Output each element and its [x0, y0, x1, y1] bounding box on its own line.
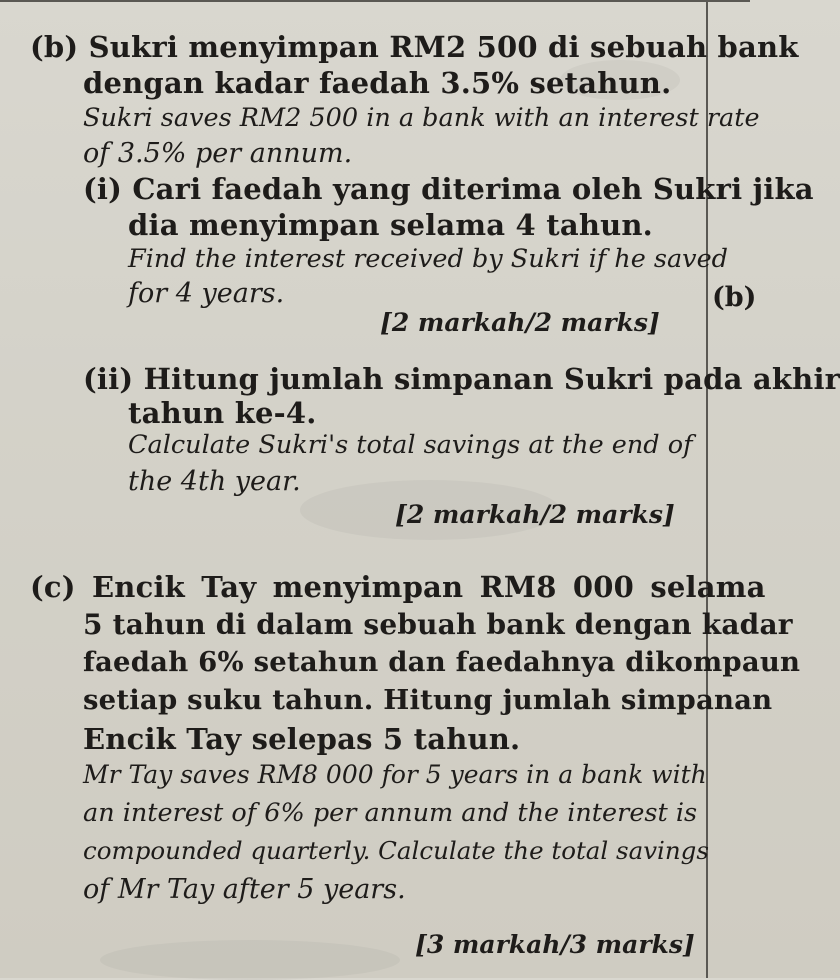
question-ii-english-line2: the 4th year.: [128, 466, 301, 497]
part-c-malay-line3: faedah 6% setahun dan faedahnya dikompaun: [83, 646, 801, 678]
part-c-english-line2: an interest of 6% per annum and the interest is: [83, 798, 698, 828]
part-c-malay-line1: (c) Encik Tay menyimpan RM8 000 selama: [30, 570, 766, 604]
part-b-english-line1: Sukri saves RM2 500 in a bank with an interest rate: [83, 103, 760, 133]
part-c-malay-line4: setiap suku tahun. Hitung jumlah simpanan: [83, 684, 773, 716]
side-label: (b): [712, 282, 757, 313]
part-c-malay-line2: 5 tahun di dalam sebuah bank dengan kadar: [83, 608, 793, 641]
question-i-malay-line1: (i) Cari faedah yang diterima oleh Sukri jika: [83, 172, 814, 206]
part-c-english-line3: compounded quarterly. Calculate the total savings: [83, 836, 709, 865]
question-i-english-line2: for 4 years.: [128, 278, 285, 309]
part-b-malay-line2: dengan kadar faedah 3.5% setahun.: [83, 66, 672, 100]
question-ii-malay-line1: (ii) Hitung jumlah simpanan Sukri pada akhir: [83, 362, 840, 396]
part-c-malay-line5: Encik Tay selepas 5 tahun.: [83, 722, 521, 756]
right-margin-line: [706, 0, 708, 978]
question-i-marks: [2 markah/2 marks]: [380, 308, 660, 337]
part-c-marks: [3 markah/3 marks]: [415, 930, 695, 959]
part-b-english-line2: of 3.5% per annum.: [83, 138, 353, 169]
part-c-english-line4: of Mr Tay after 5 years.: [83, 874, 406, 905]
question-ii-malay-line2: tahun ke-4.: [128, 396, 317, 430]
question-ii-marks: [2 markah/2 marks]: [395, 500, 675, 529]
top-edge-line: [0, 0, 750, 2]
question-ii-english-line1: Calculate Sukri's total savings at the end of: [128, 430, 693, 460]
question-i-malay-line2: dia menyimpan selama 4 tahun.: [128, 208, 653, 242]
part-b-malay-line1: (b) Sukri menyimpan RM2 500 di sebuah bank: [30, 30, 799, 64]
part-c-english-line1: Mr Tay saves RM8 000 for 5 years in a bank with: [83, 760, 707, 789]
question-i-english-line1: Find the interest received by Sukri if he saved: [128, 244, 728, 274]
paper-smudge: [100, 940, 400, 980]
